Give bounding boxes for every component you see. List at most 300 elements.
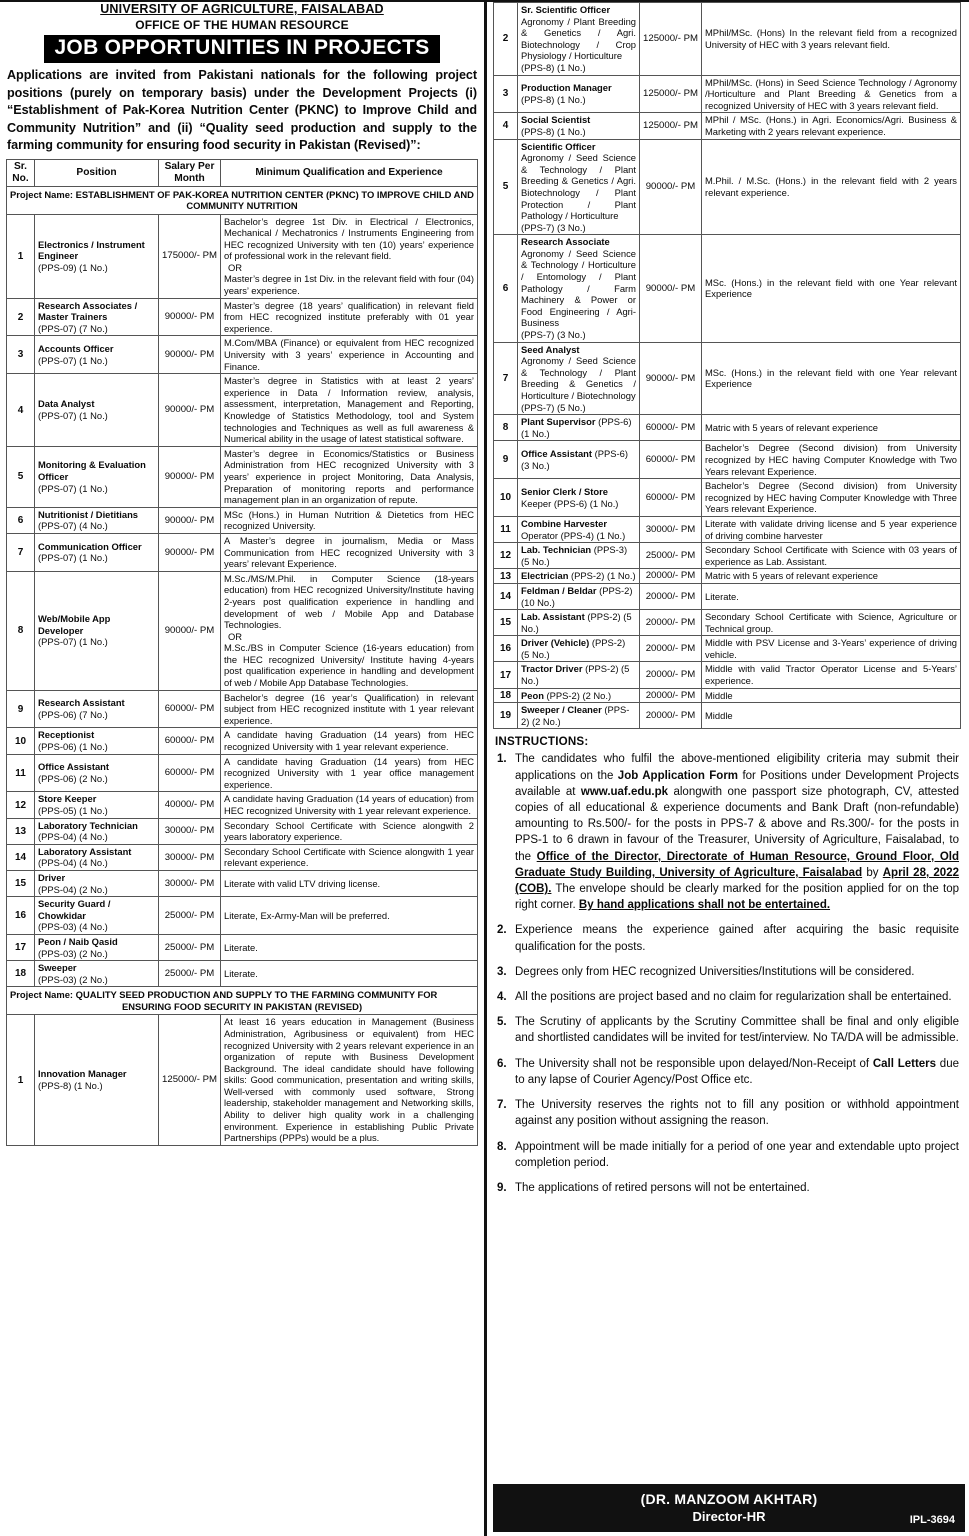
qualification-text: Bachelor’s Degree (Second division) from University recognized by HEC having Computer Knowledge with Three Years relevant Experience.	[705, 480, 957, 515]
position-title: Web/Mobile App Developer	[38, 613, 111, 636]
position-title: Security Guard / Chowkidar	[38, 898, 111, 921]
project2-table-right	[493, 2, 961, 729]
qualification-text: MSc (Hons.) in Human Nutrition & Dietetics from HEC recognized University.	[224, 508, 474, 532]
cell-salary: 125000/- PM	[640, 3, 702, 76]
qualification-text: MPhil/MSc. (Hons) in Seed Science Technology / Agronomy /Horticulture and Plant Breeding & Genetics from a recognized University of HEC with 3 years relevant field.	[705, 76, 957, 111]
cell-sr-no: 16	[7, 897, 35, 935]
position-scale-count: (PPS-05) (1 No.)	[38, 805, 108, 816]
position-scale-count: (PPS-3) (5 No.)	[521, 544, 628, 567]
position-title: Sweeper	[38, 962, 77, 974]
instruction-text-part: for Positions under Development Projects available at	[515, 769, 959, 798]
qualification-text: A Master’s degree in journalism, Media or Mass Communication from HEC recognized University with 3 years’ relevant Experience.	[224, 534, 474, 570]
cell-sr-no: 9	[7, 690, 35, 728]
cell-qualification	[221, 298, 478, 336]
instruction-text-part: Call Letters	[872, 1057, 937, 1070]
cell-position	[518, 543, 640, 569]
position-scale-count: (PPS-8) (1 No.)	[38, 1080, 103, 1092]
qualification-text-alt: M.Sc./BS in Computer Science (16-years education) from the HEC recognized University/ Institute having 4-years post qualification experience in handling and development of web / Mobile App Database Technologies.	[224, 642, 474, 689]
qualification-text: Matric with 5 years of relevant experience	[705, 421, 878, 433]
position-scale-count: (PPS-07) (7 No.)	[38, 322, 108, 334]
qualification-text: Bachelor’s degree 1st Div. in Electrical / Electronics, Mechanical / Mechatronics / Instruments Engineering from HEC recognized University with ten (10) years’ experience of professional work in the relevant field.	[224, 215, 474, 262]
position-specialization: Agronomy / Seed Science & Technology / Plant Breeding & Genetics / Horticulture / Biotechnology	[521, 355, 636, 401]
th-qualification: Minimum Qualification and Experience	[221, 159, 478, 186]
qualification-or-separator: OR	[228, 261, 243, 273]
cell-position	[35, 754, 159, 792]
position-title: Store Keeper	[38, 793, 97, 805]
qualification-text: MSc. (Hons.) in the relevant field with one Year relevant Experience	[705, 366, 957, 390]
qualification-text: Literate.	[224, 967, 258, 979]
table-row	[494, 662, 961, 688]
qualification-text: Master’s degree in Statistics with at least 2 years’ experience in Data / Information review, analysis, assessment, interpretation, Management and Reporting, Knowledge of Statistics Methodology, tool and System technologies and Techniques as well as full awareness & Numerical ability in the usage of latest statistical software.	[224, 375, 474, 445]
cell-sr-no: 3	[7, 336, 35, 374]
table-row	[7, 336, 478, 374]
cell-position	[35, 533, 159, 571]
cell-qualification	[702, 342, 961, 415]
position-title: Production Manager	[521, 82, 612, 94]
th-sr-line2: No.	[12, 172, 29, 184]
cell-salary: 90000/- PM	[159, 446, 221, 507]
cell-salary: 30000/- PM	[159, 870, 221, 896]
signatory-role: Director-HR	[692, 1509, 766, 1524]
table-row	[7, 533, 478, 571]
project2-name-cell	[7, 987, 478, 1015]
project1-name-cell	[7, 186, 478, 214]
instruction-text-part: The envelope should be clearly marked for the position applied for on the top right corner.	[515, 883, 959, 912]
cell-salary: 90000/- PM	[159, 533, 221, 571]
position-title: Innovation Manager	[38, 1068, 127, 1080]
cell-position	[35, 818, 159, 844]
position-scale-count: (PPS-07) (1 No.)	[38, 410, 108, 421]
cell-salary: 20000/- PM	[640, 583, 702, 609]
cell-position	[518, 703, 640, 729]
instruction-text-part: due to any lapse of Courier Agency/Post Office etc.	[515, 1057, 959, 1086]
cell-salary: 30000/- PM	[159, 818, 221, 844]
table-row	[494, 235, 961, 342]
cell-position	[518, 113, 640, 139]
table-row	[494, 415, 961, 441]
qualification-text: Bachelor’s degree (16 year’s Qualification) in relevant subject from HEC recognized institute with 1 year relevant experience.	[224, 691, 474, 726]
table-row	[7, 792, 478, 818]
cell-qualification	[702, 516, 961, 542]
position-title: Communication Officer	[38, 540, 142, 552]
th-salary-line2: Month	[174, 172, 205, 184]
table-row	[494, 688, 961, 703]
position-title: Office Assistant	[521, 448, 593, 460]
table-row	[7, 298, 478, 336]
cell-position	[35, 446, 159, 507]
qualification-text: A candidate having Graduation (14 years of education) from HEC recognized University with 1 year relevant experience.	[224, 793, 474, 816]
table-row	[7, 897, 478, 935]
qualification-text: M.Sc./MS/M.Phil. in Computer Science (18-years education) from HEC recognized University/Institute having 2-years post qualification experience in handling and development of web / Mobile App and Database Technologies.	[224, 572, 474, 631]
qualification-text: Literate, Ex-Army-Man will be preferred.	[224, 909, 390, 921]
cell-position	[518, 3, 640, 76]
position-title: Lab. Assistant	[521, 611, 585, 623]
position-title: Feldman / Beldar	[521, 584, 597, 596]
table-row	[494, 113, 961, 139]
instruction-text-part: April 28, 2022 (COB).	[515, 866, 959, 896]
cell-sr-no: 3	[494, 75, 518, 113]
project1-rows	[7, 214, 478, 987]
cell-position	[518, 415, 640, 441]
project2-label: Project Name:	[10, 989, 74, 1001]
qualification-text: M.Phil. / M.Sc. (Hons.) in the relevant field with 2 years relevant experience.	[705, 175, 957, 198]
qualification-text: Middle with valid Tractor Operator License and 5-Years’ experience.	[705, 663, 957, 687]
instruction-text-part: The candidates who fulfil the above-mentioned eligibility criteria may submit their applications on the	[515, 753, 959, 782]
cell-position	[518, 75, 640, 113]
position-scale-count: (PPS-07) (4 No.)	[38, 520, 108, 532]
qualification-text: MPhil/MSc. (Hons) In the relevant field from a recognized University of HEC with 3 years relevant field.	[705, 27, 957, 50]
table-row	[7, 690, 478, 728]
signatory-name: (DR. MANZOOM AKHTAR)	[640, 1491, 818, 1507]
position-specialization: Agronomy / Seed Science & Technology / Horticulture / Entomology / Plant Pathology / Farm Machinery & Power or Food Engineering / Agri-Business	[521, 247, 636, 329]
qualification-text: Matric with 5 years of relevant experience	[705, 570, 878, 582]
cell-salary: 30000/- PM	[640, 516, 702, 542]
cell-qualification	[221, 374, 478, 447]
cell-sr-no: 4	[7, 374, 35, 447]
cell-qualification	[221, 571, 478, 690]
cell-salary: 60000/- PM	[640, 479, 702, 517]
cell-qualification	[221, 1015, 478, 1146]
position-specialization: Agronomy / Seed Science & Technology / Plant Breeding & Genetics / Agri. Biotechnology / Plant Protection / Plant Pathology / Horticulture	[521, 152, 636, 222]
cell-salary: 30000/- PM	[159, 844, 221, 870]
cell-qualification	[702, 3, 961, 76]
cell-qualification	[702, 235, 961, 342]
cell-sr-no: 9	[494, 441, 518, 479]
position-scale-count: (PPS-03) (4 No.)	[38, 921, 108, 933]
cell-salary: 90000/- PM	[159, 298, 221, 336]
position-scale-count: Keeper (PPS-6) (1 No.)	[521, 497, 619, 509]
headline-banner: JOB OPPORTUNITIES IN PROJECTS	[44, 35, 439, 63]
instructions-title: INSTRUCTIONS:	[495, 735, 589, 749]
position-title: Sr. Scientific Officer	[521, 4, 611, 15]
qualification-text: A candidate having Graduation (14 years) from HEC recognized University with 1 year office management experience.	[224, 755, 474, 790]
cell-position	[518, 235, 640, 342]
cell-salary: 40000/- PM	[159, 792, 221, 818]
position-title: Laboratory Technician	[38, 819, 138, 831]
instruction-text-part: The University shall not be responsible upon delayed/Non-Receipt of	[515, 1057, 873, 1070]
cell-qualification	[702, 441, 961, 479]
cell-qualification	[221, 870, 478, 896]
cell-salary: 60000/- PM	[640, 441, 702, 479]
cell-qualification	[221, 844, 478, 870]
position-scale-count: (PPS-2) (2 No.)	[521, 704, 630, 727]
instruction-text-part: alongwith one passport size photograph, CV, attested copies of all educational & experience documents and Bank Draft (non-refundable) amounting to Rs.500/- for the posts in PPS-7 & above and Rs.300/- for the posts in PPS-1 to 6 drawn in favour of the Treasurer, University of Agriculture, Faisalabad, to the	[515, 785, 959, 863]
position-scale-count: (PPS-2) (5 No.)	[521, 637, 626, 660]
cell-position	[518, 662, 640, 688]
position-scale-count: (PPS-2) (10 No.)	[521, 584, 633, 608]
cell-sr-no: 14	[494, 583, 518, 609]
cell-position	[35, 336, 159, 374]
position-title: Research Associates / Master Trainers	[38, 299, 138, 323]
position-scale-count: (PPS-8) (1 No.)	[521, 125, 586, 137]
position-title: Lab. Technician	[521, 544, 592, 556]
instruction-text-part: www.uaf.edu.pk	[580, 785, 669, 798]
qualification-text: Secondary School Certificate with Science, Agriculture or Technical group.	[705, 611, 957, 634]
position-scale-count: (PPS-6) (1 No.)	[521, 416, 632, 439]
cell-sr-no: 8	[494, 415, 518, 441]
cell-position	[518, 342, 640, 415]
instruction-text-part: By hand applications shall not be entertained.	[578, 899, 831, 912]
cell-salary: 20000/- PM	[640, 569, 702, 584]
cell-position	[35, 507, 159, 533]
table-row	[494, 75, 961, 113]
qualification-text: Literate with validate driving license and 5 year experience of driving combine harvester	[705, 517, 957, 541]
table-row	[7, 754, 478, 792]
position-scale-count: (PPS-04) (4 No.)	[38, 857, 108, 869]
cell-salary: 60000/- PM	[640, 415, 702, 441]
table-row	[7, 507, 478, 533]
cell-qualification	[702, 703, 961, 729]
instruction-text-part: The University reserves the rights not to fill any position or withhold appointment against any position without assigning the reason.	[515, 1099, 959, 1128]
cell-sr-no: 5	[494, 139, 518, 235]
project1-label: Project Name:	[10, 188, 74, 200]
cell-salary: 90000/- PM	[640, 342, 702, 415]
table-row	[494, 569, 961, 584]
qualification-text: Literate.	[705, 590, 739, 602]
position-scale-count: (PPS-07) (1 No.)	[38, 482, 108, 494]
qualification-text: Literate with valid LTV driving license.	[224, 877, 381, 889]
position-scale-count: (PPS-7) (3 No.)	[521, 221, 586, 233]
table-row	[494, 342, 961, 415]
cell-salary: 25000/- PM	[159, 961, 221, 987]
table-row	[7, 1015, 478, 1146]
position-title: Laboratory Assistant	[38, 845, 132, 857]
instruction-item	[493, 964, 959, 980]
project2-name-line1: QUALITY SEED PRODUCTION AND SUPPLY TO THE FARMING COMMUNITY FOR	[75, 989, 438, 1001]
cell-sr-no: 2	[494, 3, 518, 76]
cell-salary: 20000/- PM	[640, 662, 702, 688]
cell-position	[35, 571, 159, 690]
cell-salary: 125000/- PM	[640, 75, 702, 113]
project1-name-row	[7, 186, 478, 214]
cell-position	[35, 1015, 159, 1146]
cell-sr-no: 10	[7, 728, 35, 754]
table-row	[494, 3, 961, 76]
position-title: Electronics / Instrument Engineer	[38, 238, 145, 262]
cell-sr-no: 15	[7, 870, 35, 896]
cell-salary: 25000/- PM	[159, 897, 221, 935]
table-row	[7, 818, 478, 844]
position-scale-count: (PPS-06) (1 No.)	[38, 741, 108, 753]
qualification-text: A candidate having Graduation (14 years) from HEC recognized University with 1 year relevant experience.	[224, 729, 474, 753]
cell-qualification	[221, 690, 478, 728]
position-title: Office Assistant	[38, 761, 110, 773]
qualification-text: MPhil / MSc. (Hons.) in Agri. Economics/Agri. Business & Marketing with 2 years relevant experience.	[705, 114, 957, 137]
cell-qualification	[702, 688, 961, 703]
cell-sr-no: 11	[7, 754, 35, 792]
cell-qualification	[702, 113, 961, 139]
position-scale-count: (PPS-8) (1 No.)	[521, 93, 586, 105]
cell-position	[518, 516, 640, 542]
instruction-text-part: Job Application Form	[617, 769, 739, 782]
position-title: Research Associate	[521, 236, 610, 248]
cell-sr-no: 5	[7, 446, 35, 507]
cell-qualification	[702, 415, 961, 441]
position-scale-count: (PPS-8) (1 No.)	[521, 61, 586, 73]
table-row	[7, 934, 478, 960]
cell-sr-no: 17	[494, 662, 518, 688]
table-row	[494, 516, 961, 542]
cell-sr-no: 13	[494, 569, 518, 584]
table-row	[494, 479, 961, 517]
project1-name-line2: COMMUNITY NUTRITION	[186, 200, 298, 211]
qualification-text: Master’s degree in Economics/Statistics or Business Administration from HEC recognized University with 3 years’ experience in project Monitoring, Data Analysis, Preparation of monitoring reports and performance management plan in an organization of repute.	[224, 447, 474, 506]
table-row	[494, 636, 961, 662]
instruction-text-part: Experience means the experience gained after acquiring the basic requisite qualification for the posts.	[515, 924, 959, 953]
cell-position	[518, 139, 640, 235]
table-row	[494, 583, 961, 609]
cell-sr-no: 18	[494, 688, 518, 703]
cell-sr-no: 10	[494, 479, 518, 517]
qualification-text: Middle	[705, 689, 733, 701]
project1-header-row	[7, 159, 478, 186]
cell-position	[518, 479, 640, 517]
table-row	[7, 961, 478, 987]
cell-sr-no: 15	[494, 610, 518, 636]
cell-qualification	[702, 139, 961, 235]
th-sr-line1: Sr.	[13, 160, 28, 172]
cell-salary: 125000/- PM	[159, 1015, 221, 1146]
cell-position	[35, 870, 159, 896]
position-scale-count: (PPS-04) (4 No.)	[38, 831, 108, 843]
position-scale-count: (PPS-7) (5 No.)	[521, 401, 586, 413]
cell-sr-no: 6	[494, 235, 518, 342]
cell-sr-no: 1	[7, 1015, 35, 1146]
cell-qualification	[702, 569, 961, 584]
position-scale-count: Operator (PPS-4) (1 No.)	[521, 529, 626, 541]
instruction-item	[493, 1056, 959, 1088]
cell-sr-no: 18	[7, 961, 35, 987]
position-specialization: Agronomy / Plant Breeding & Genetics / Agri. Biotechnology / Crop Physiology / Horticulture	[521, 15, 636, 62]
position-title: Driver (Vehicle)	[521, 637, 590, 649]
instruction-text-part: The Scrutiny of applicants by the Scrutiny Committee shall be final and only eligible and shortlisted candidates will be invited for test/interview. No TA/DA will be admissible.	[515, 1016, 959, 1045]
instruction-text-part: Appointment will be made initially for a period of one year and extendable upto project completion period.	[515, 1140, 959, 1169]
cell-position	[35, 728, 159, 754]
cell-salary: 60000/- PM	[159, 754, 221, 792]
cell-sr-no: 7	[494, 342, 518, 415]
cell-salary: 90000/- PM	[640, 235, 702, 342]
cell-sr-no: 12	[7, 792, 35, 818]
cell-salary: 20000/- PM	[640, 636, 702, 662]
position-title: Combine Harvester	[521, 517, 607, 529]
position-scale-count: (PPS-06) (2 No.)	[38, 773, 108, 785]
cell-salary: 60000/- PM	[159, 690, 221, 728]
cell-salary: 90000/- PM	[159, 374, 221, 447]
position-scale-count: (PPS-2) (1 No.)	[568, 570, 636, 582]
project1-table	[6, 159, 478, 988]
project2-right-rows	[494, 3, 961, 729]
th-sr-no	[7, 159, 35, 186]
instruction-item	[493, 922, 959, 954]
position-scale-count: (PPS-2) (5 No.)	[521, 611, 632, 634]
position-scale-count: (PPS-2) (2 No.)	[543, 689, 612, 701]
qualification-text: Bachelor’s Degree (Second division) from University recognized by HEC having Computer Knowledge with Two Years relevant Experience.	[705, 442, 957, 477]
right-column	[487, 0, 969, 1536]
table-row	[7, 374, 478, 447]
qualification-text: MSc. (Hons.) in the relevant field with one Year relevant Experience	[705, 276, 957, 300]
cell-position	[518, 569, 640, 584]
cell-salary: 25000/- PM	[159, 934, 221, 960]
cell-qualification	[702, 75, 961, 113]
cell-qualification	[221, 533, 478, 571]
qualification-text: Secondary School Certificate with Science alongwith 1 year relevant experience.	[224, 845, 474, 869]
cell-position	[35, 844, 159, 870]
qualification-text: Middle with PSV License and 3-Years’ experience of driving vehicle.	[705, 637, 957, 660]
project1-name-line1: ESTABLISHMENT OF PAK-KOREA NUTRITION CENTER (PKNC) TO IMPROVE CHILD AND	[75, 188, 474, 200]
instruction-text-part: All the positions are project based and no claim for regularization shall be entertained.	[515, 991, 952, 1004]
cell-salary: 90000/- PM	[159, 507, 221, 533]
cell-qualification	[702, 479, 961, 517]
table-row	[7, 870, 478, 896]
cell-position	[35, 961, 159, 987]
qualification-text: Secondary School Certificate with Science with 03 years of experience as Lab. Assistant.	[705, 544, 957, 567]
cell-qualification	[702, 610, 961, 636]
cell-qualification	[702, 583, 961, 609]
cell-position	[518, 583, 640, 609]
position-scale-count: (PPS-07) (1 No.)	[38, 354, 108, 366]
instruction-item	[493, 751, 959, 913]
position-title: Nutritionist / Dietitians	[38, 508, 139, 520]
cell-salary: 20000/- PM	[640, 703, 702, 729]
cell-position	[35, 214, 159, 298]
qualification-text: M.Com/MBA (Finance) or equivalent from HEC recognized University with 3 years’ experience in Accounting and Finance.	[224, 337, 474, 372]
cell-salary: 60000/- PM	[159, 728, 221, 754]
cell-sr-no: 6	[7, 507, 35, 533]
cell-qualification	[221, 336, 478, 374]
cell-qualification	[221, 818, 478, 844]
position-title: Electrician	[521, 570, 569, 582]
position-scale-count: (PPS-7) (3 No.)	[521, 329, 586, 341]
cell-salary: 90000/- PM	[640, 139, 702, 235]
position-title: Data Analyst	[38, 398, 95, 410]
cell-sr-no: 14	[7, 844, 35, 870]
cell-qualification	[221, 897, 478, 935]
table-row	[7, 214, 478, 298]
position-scale-count: (PPS-04) (2 No.)	[38, 883, 108, 895]
cell-sr-no: 17	[7, 934, 35, 960]
position-title: Driver	[38, 871, 66, 883]
cell-sr-no: 1	[7, 214, 35, 298]
position-title: Research Assistant	[38, 697, 125, 709]
position-title: Plant Supervisor	[521, 416, 596, 428]
office-name: OFFICE OF THE HUMAN RESOURCE	[135, 18, 349, 32]
cell-qualification	[221, 792, 478, 818]
cell-salary: 20000/- PM	[640, 610, 702, 636]
cell-qualification	[702, 636, 961, 662]
position-scale-count: (PPS-03) (2 No.)	[38, 973, 108, 985]
cell-salary: 90000/- PM	[159, 571, 221, 690]
cell-position	[35, 792, 159, 818]
project2-left-rows	[7, 1015, 478, 1146]
cell-position	[35, 690, 159, 728]
table-row	[7, 446, 478, 507]
instruction-item	[493, 1014, 959, 1046]
qualification-text: Secondary School Certificate with Science alongwith 2 years laboratory experience.	[224, 819, 474, 843]
cell-qualification	[221, 507, 478, 533]
table-row	[494, 703, 961, 729]
cell-salary: 125000/- PM	[640, 113, 702, 139]
instruction-item	[493, 989, 959, 1005]
cell-qualification	[702, 662, 961, 688]
cell-qualification	[221, 754, 478, 792]
cell-position	[35, 298, 159, 336]
cell-salary: 25000/- PM	[640, 543, 702, 569]
cell-qualification	[221, 728, 478, 754]
cell-salary: 20000/- PM	[640, 688, 702, 703]
position-title: Tractor Driver	[521, 663, 583, 675]
position-title: Senior Clerk / Store	[521, 485, 609, 497]
cell-sr-no: 13	[7, 818, 35, 844]
